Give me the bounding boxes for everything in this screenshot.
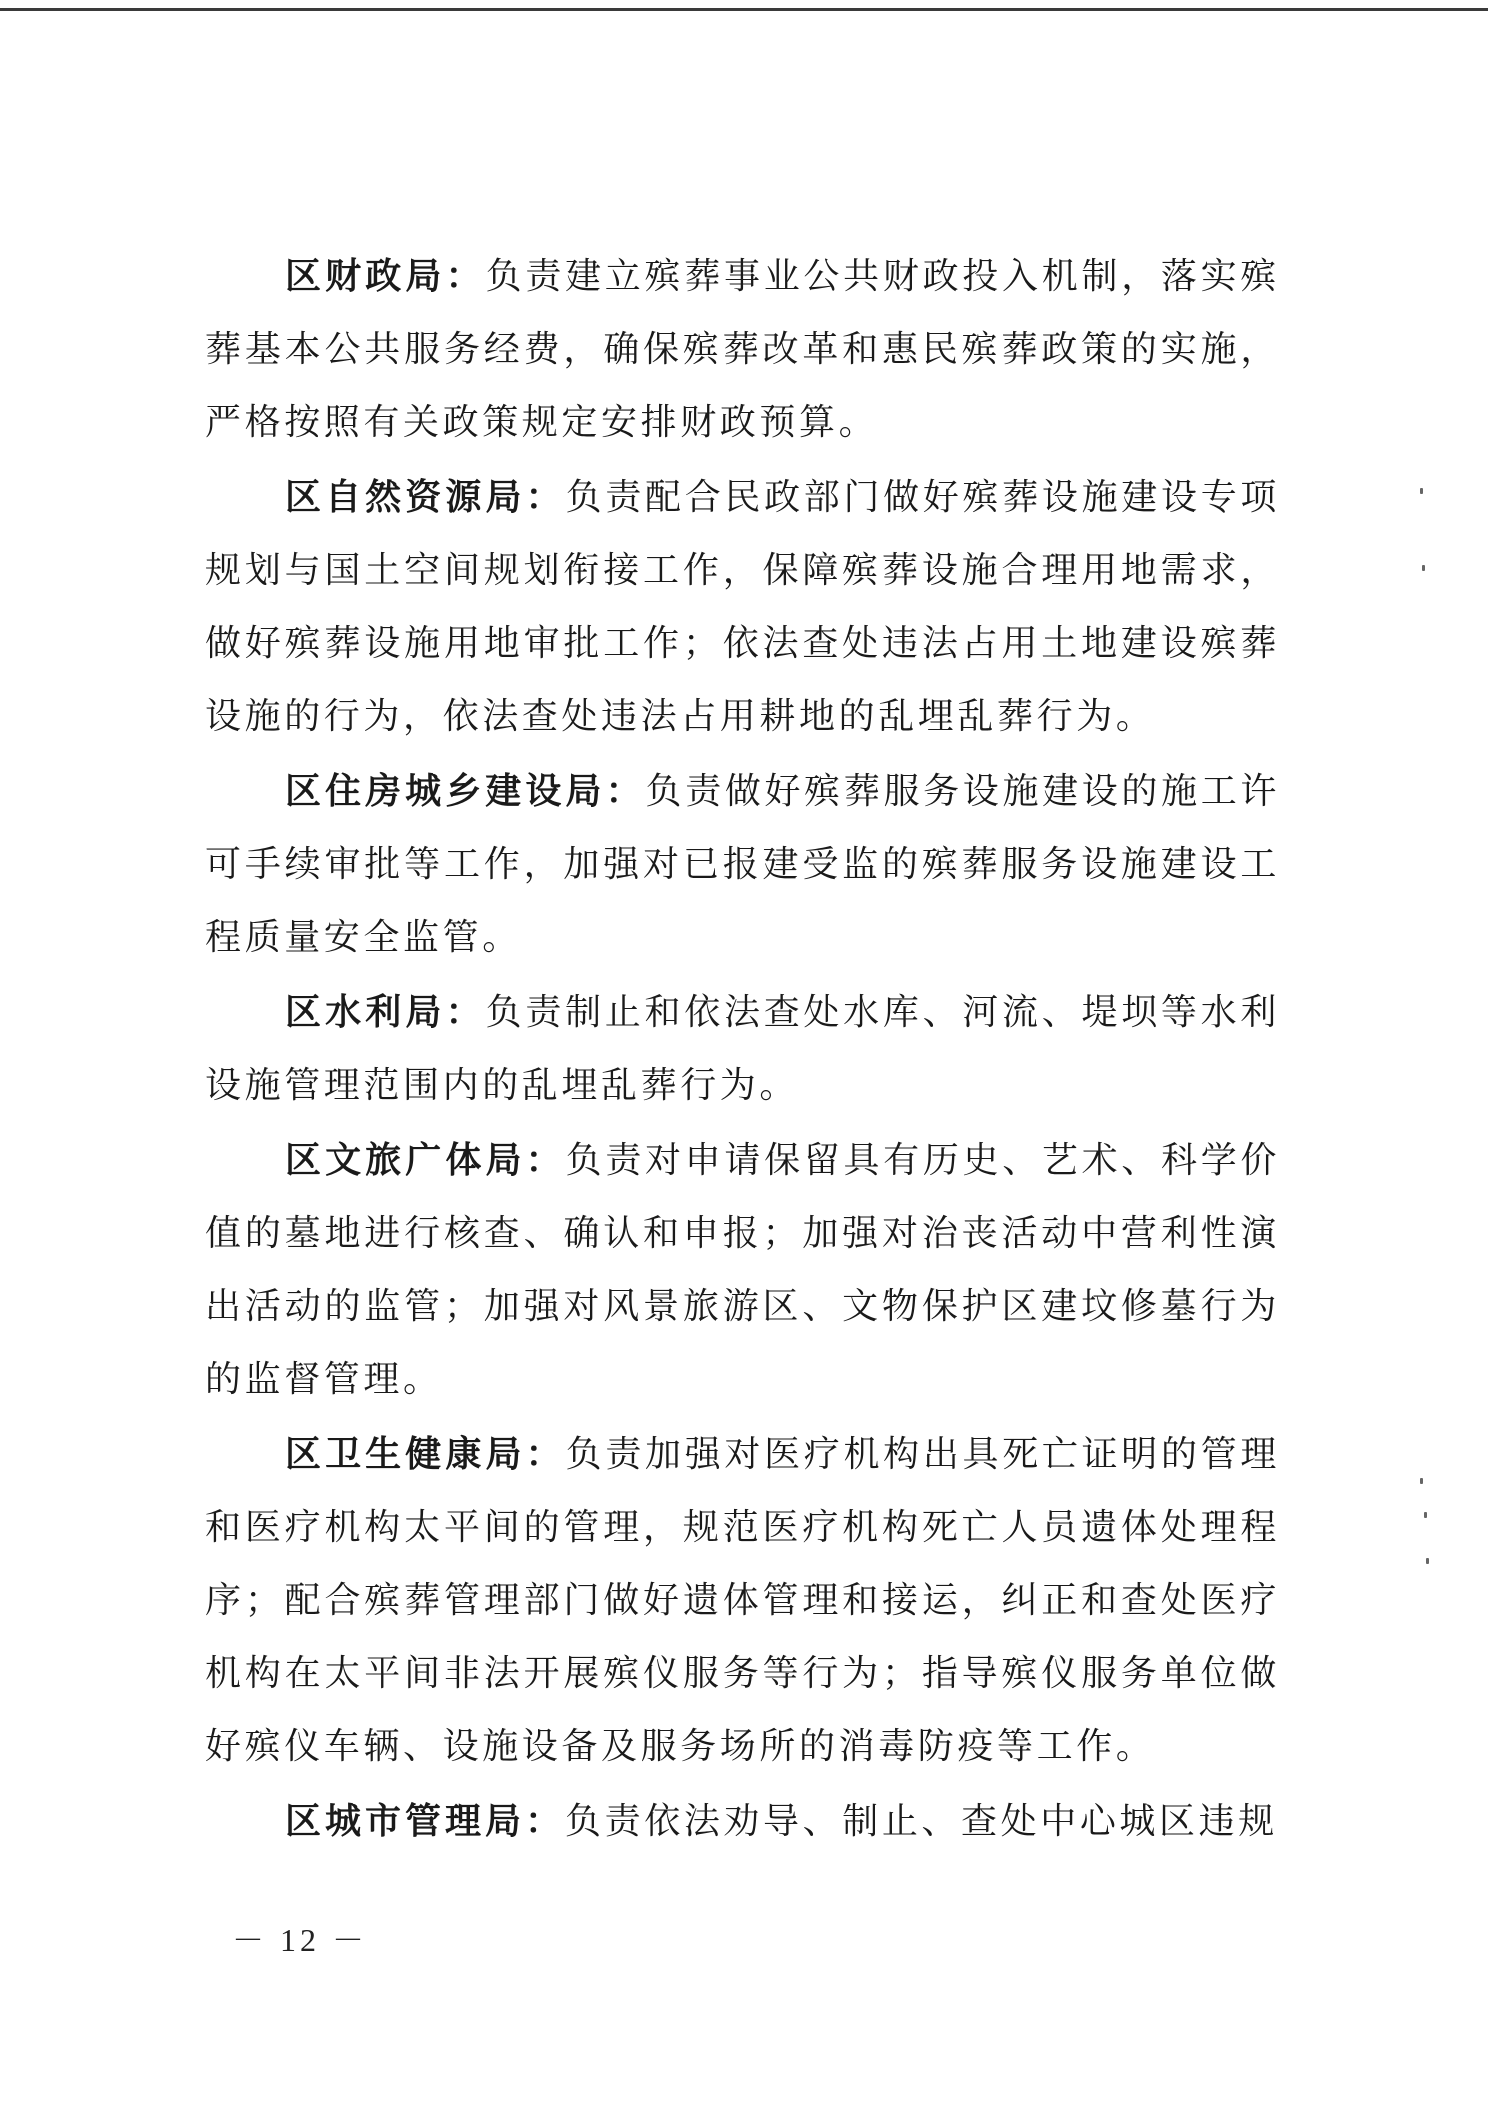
scan-speck-mark — [1422, 565, 1425, 571]
dept-name: 区财政局： — [285, 256, 486, 297]
dept-duty-text: 负责做好殡葬服务设施建设的施工许可手续审批等工作，加强对已报建受监的殡葬服务设施建设工程质量安全监管。 — [205, 771, 1280, 958]
dept-name: 区文旅广体局： — [285, 1140, 566, 1181]
paragraph-health-bureau — [205, 1418, 1280, 1783]
document-body — [205, 240, 1280, 1860]
dept-name: 区住房城乡建设局： — [285, 771, 646, 812]
paragraph-natural-resources-bureau — [205, 461, 1280, 753]
dept-name: 区水利局： — [285, 992, 486, 1033]
dept-name: 区城市管理局： — [285, 1801, 566, 1842]
dept-duty-text: 负责依法劝导、制止、查处中心城区违规 — [565, 1801, 1278, 1842]
page-number: － 12 － — [232, 1922, 369, 1958]
paragraph-housing-construction-bureau — [205, 755, 1280, 974]
dept-name: 区自然资源局： — [285, 477, 566, 518]
scan-speck-mark — [1424, 1512, 1427, 1518]
scan-speck-mark — [1420, 1478, 1423, 1484]
scan-speck-mark — [1420, 488, 1423, 494]
paragraph-urban-management-bureau — [205, 1785, 1280, 1858]
dept-duty-text: 负责建立殡葬事业公共财政投入机制，落实殡葬基本公共服务经费，确保殡葬改革和惠民殡葬政策的实施，严格按照有关政策规定安排财政预算。 — [205, 256, 1280, 443]
dept-name: 区卫生健康局： — [285, 1434, 566, 1475]
top-border-rule — [0, 8, 1488, 11]
paragraph-finance-bureau — [205, 240, 1280, 459]
dept-duty-text: 负责制止和依法查处水库、河流、堤坝等水利设施管理范围内的乱埋乱葬行为。 — [205, 992, 1280, 1106]
dept-duty-text: 负责配合民政部门做好殡葬设施建设专项规划与国土空间规划衔接工作，保障殡葬设施合理用地需求，做好殡葬设施用地审批工作；依法查处违法占用土地建设殡葬设施的行为，依法查处违法占用耕地的乱埋乱葬行为。 — [205, 477, 1280, 737]
paragraph-water-resources-bureau — [205, 976, 1280, 1122]
dept-duty-text: 负责对申请保留具有历史、艺术、科学价值的墓地进行核查、确认和申报；加强对治丧活动中营利性演出活动的监管；加强对风景旅游区、文物保护区建坟修墓行为的监督管理。 — [205, 1140, 1280, 1400]
dept-duty-text: 负责加强对医疗机构出具死亡证明的管理和医疗机构太平间的管理，规范医疗机构死亡人员遗体处理程序；配合殡葬管理部门做好遗体管理和接运，纠正和查处医疗机构在太平间非法开展殡仪服务等行为；指导殡仪服务单位做好殡仪车辆、设施设备及服务场所的消毒防疫等工作。 — [205, 1434, 1280, 1767]
paragraph-culture-tourism-bureau — [205, 1124, 1280, 1416]
scan-speck-mark — [1426, 1558, 1429, 1564]
